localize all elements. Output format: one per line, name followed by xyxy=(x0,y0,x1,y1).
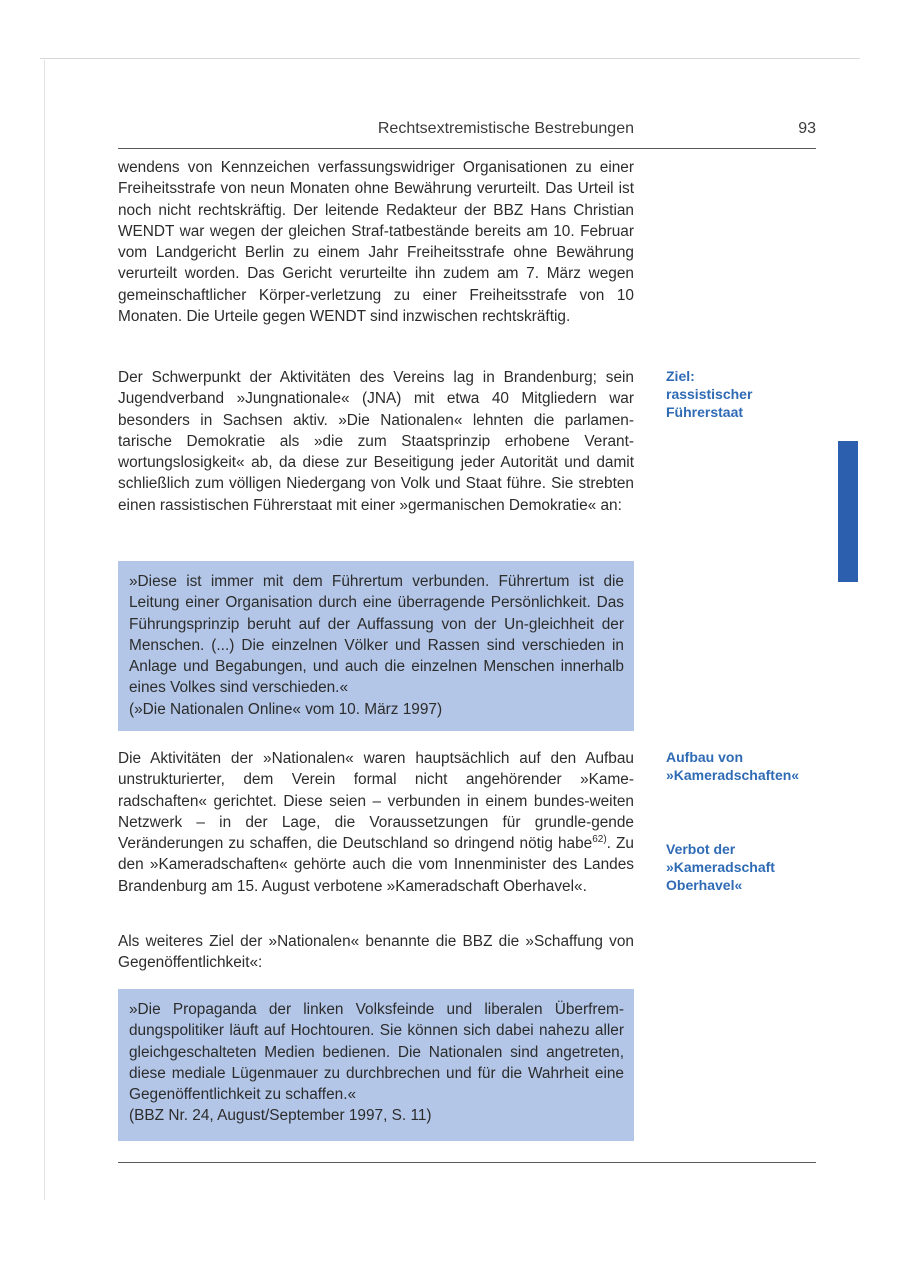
running-header xyxy=(118,118,816,149)
margin-note-line: Ziel: xyxy=(666,368,695,384)
body-paragraph-2: Der Schwerpunkt der Aktivitäten des Vereins lag in Brandenburg; sein Jugendverband »Jungnationale« (JNA) mit etwa 40 Mitgliedern war besonders in Sachsen aktiv. »Die Nationalen« lehnten die parlamen-tarische Demokratie als »die zum Staatsprinzip erhobene Verant-wortungslosigkeit« ab, da diese zur Beseitigung jeder Autorität und damit schließlich zum völligen Niedergang von Volk und Staat führe. Sie strebten einen rassistischen Führerstaat mit einer »germanischen Demokratie« an: xyxy=(118,369,634,514)
margin-note-line: Verbot der xyxy=(666,841,736,857)
body-paragraph-1: wendens von Kennzeichen verfassungswidriger Organisationen zu einer Freiheitsstrafe von neun Monaten ohne Bewährung verurteilt. Das Urteil ist noch nicht rechtskräftig. Der leitende Redakteur der BBZ Hans Christian WENDT war wegen der gleichen Straf-tatbestände bereits am 10. Februar vom Landgericht Berlin zu einem Jahr Freiheitsstrafe ohne Bewährung verurteilt worden. Das Gericht verurteilte ihn zudem am 7. März wegen gemeinschaftlicher Körper-verletzung zu einer Freiheitsstrafe von 10 Monaten. Die Urteile gegen WENDT sind inzwischen rechtskräftig. xyxy=(118,159,634,326)
margin-note-line: »Kameradschaft xyxy=(666,859,775,875)
margin-note-verbot xyxy=(666,840,816,894)
quote-source-1: (»Die Nationalen Online« vom 10. März 1997) xyxy=(129,700,443,718)
margin-note-line: Führerstaat xyxy=(666,404,744,420)
margin-note-aufbau xyxy=(666,748,816,784)
page-number: 93 xyxy=(798,120,816,137)
quote-source-2: (BBZ Nr. 24, August/September 1997, S. 11) xyxy=(129,1107,432,1125)
quote-box-2 xyxy=(118,989,634,1141)
margin-note-line: »Kameradschaften« xyxy=(666,767,800,783)
scan-edge-top xyxy=(40,58,860,59)
quote-box-1 xyxy=(118,561,634,731)
quote-text-1: »Diese ist immer mit dem Führertum verbunden. Führertum ist die Leitung einer Organisation durch eine überragende Persönlichkeit. Das Führungsprinzip beruht auf der Auffassung von der Un-gleichheit der Menschen. (...) Die einzelnen Völker und Rassen sind verschieden in Anlage und Begabungen, und auch die einzelnen Menschen innerhalb eines Volkes sind verschieden.« xyxy=(129,573,624,697)
margin-note-ziel xyxy=(666,367,816,421)
body-paragraph-3-text-b: . Zu den »Kameradschaften« gehörte auch die vom Innenminister des Landes Brandenburg am 15. August verbotene »Kameradschaft Oberhavel«. xyxy=(118,835,634,895)
body-paragraph-3-text-a: Die Aktivitäten der »Nationalen« waren hauptsächlich auf den Aufbau unstrukturierter, dem Verein formal nicht angehörender »Kame-radschaften« gerichtet. Diese seien – verbunden in einem bundes-weiten Netzwerk – in der Lage, die Voraussetzungen für grundle-gende Veränderungen zu schaffen, die Deutschland so dringend nötig habe xyxy=(118,750,634,853)
body-paragraph-4: Als weiteres Ziel der »Nationalen« benannte die BBZ die »Schaffung von Gegenöffentlichkeit«: xyxy=(118,933,634,972)
running-title: Rechtsextremistische Bestrebungen xyxy=(377,120,634,137)
margin-note-line: rassistischer xyxy=(666,386,753,402)
quote-text-2: »Die Propaganda der linken Volksfeinde und liberalen Überfrem-dungspolitiker läuft auf Hochtouren. Sie können sich dabei nahezu aller gleichgeschalteten Medien bedienen. Die Nationalen sind angetreten, diese mediale Lügenmauer zu durchbrechen und für die Wahrheit eine Gegenöffentlichkeit zu schaffen.« xyxy=(129,1001,624,1104)
footnote-marker: 62) xyxy=(592,834,607,846)
footer-rule xyxy=(118,1162,816,1163)
margin-note-line: Aufbau von xyxy=(666,749,743,765)
scan-edge-left xyxy=(44,60,45,1200)
chapter-thumb-tab xyxy=(838,441,858,582)
body-paragraph-3 xyxy=(118,748,634,897)
margin-note-line: Oberhavel« xyxy=(666,877,743,893)
